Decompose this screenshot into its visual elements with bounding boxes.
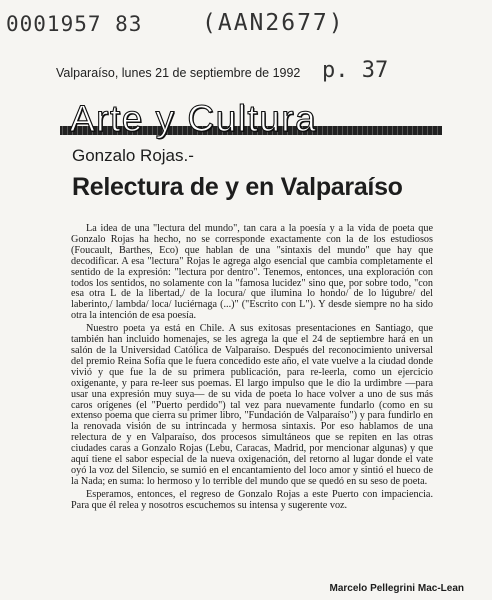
archive-code-handwritten: (AAN2677) <box>202 10 345 36</box>
section-title: Arte y Cultura <box>70 98 318 139</box>
article-headline: Relectura de y en Valparaíso <box>72 173 403 201</box>
section-header <box>60 100 442 140</box>
article-paragraph: La idea de una "lectura del mundo", tan cara a la poesía y a la vida de poeta que Gonzalo Rojas ha hecho, no se corresponde exactamente con la de los estudiosos (Foucault, Barthes, Eco) que hablan de una "sintaxis del mundo" que hay que decodificar. A esa "lectura" Rojas le agrega algo esencial que cambia completamente el sentido de la expresión: "lectura por dentro". Tenemos, entonces, una exploración con todos los sentidos, no solamente con la "famosa lucidez" sino que, por sobre todo, "con esa otra L de la libertad,/ de la locura/ que ilumina lo hondo/ de lo lúgubre/ del laberinto,/ lambda/ loca/ luciérnaga (...)" ("Escrito con L"). Y desde siempre no ha sido otra la intención de esa poesía. <box>71 223 433 322</box>
article-byline: Marcelo Pellegrini Mac-Lean <box>329 583 464 594</box>
article-body <box>71 224 433 514</box>
dateline: Valparaíso, lunes 21 de septiembre de 1992 <box>56 66 301 80</box>
article-paragraph: Esperamos, entonces, el regreso de Gonzalo Rojas a este Puerto con impaciencia. Para que él relea y nosotros escuchemos su intensa y sugerente voz. <box>71 488 433 511</box>
archive-id-handwritten: 0001957 83 <box>6 12 143 36</box>
article-author: Gonzalo Rojas.- <box>72 146 194 165</box>
article-paragraph: Nuestro poeta ya está en Chile. A sus exitosas presentaciones en Santiago, que también han incluido homenajes, se les agrega la que el 24 de septiembre hará en un salón de la Universidad Católica de Valparaíso. Después del reconocimiento universal del premio Reina Sofía que le fuera concedido este año, el vate vuelve a la ciudad donde vivió y que fue la de su primera publicación, para re-leerla, como un ejercicio oxigenante, y para re-leer sus poemas. El largo impulso que le dio la urdimbre —para usar una expresión muy suya— de su vida de poeta lo hace volver a uno de sus más caros orígenes (el "Puerto perdido") tal vez para nuevamente fundarlo (como en su extenso poema que cierra su primer libro, "Fundación de Valparaíso") y para fundirlo en la renovada visión de su intrincada y hermosa sintaxis. Por eso hablamos de una relectura de y en Valparaíso, dos procesos simultáneos que se repiten en las otras ciudades caras a Gonzalo Rojas (Lebu, Caracas, Madrid, por mencionar algunas) y que aquí tiene el sabor especial de la nueva oxigenación, del retorno al lugar donde el vate oyó la voz del Silencio, se sumió en el encantamiento del loco amor y sintió el hueco de la Nada; en suma: lo hermoso y lo terrible del mundo que se quedó en su seso de poeta. <box>71 323 433 487</box>
page-reference-handwritten: p. 37 <box>322 58 389 83</box>
